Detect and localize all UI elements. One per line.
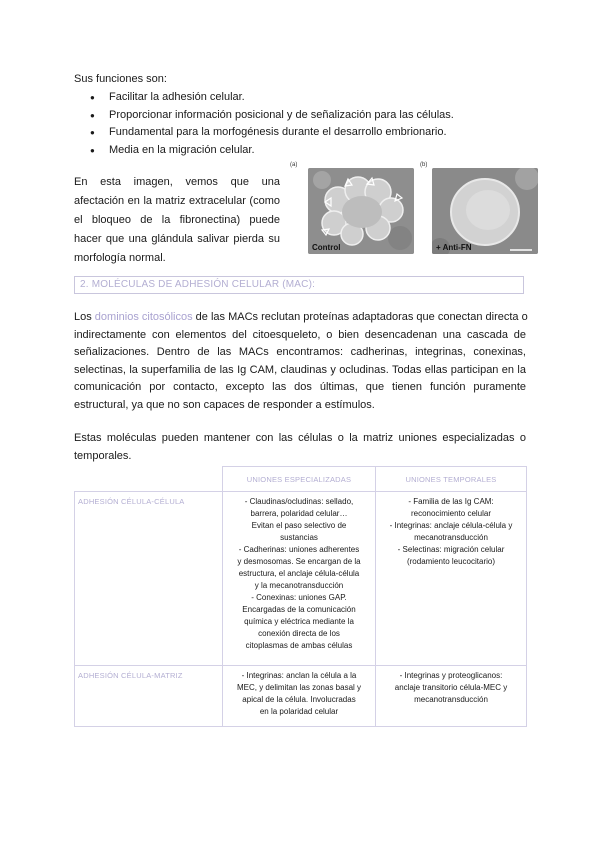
paragraph-line: el bloqueo de la fibronectina) puede	[74, 214, 280, 226]
paragraph-line: En esta imagen, vemos que una	[74, 176, 280, 188]
paragraph-line: señalizaciones. Dentro de las MACs encontramos: cadherinas, integrinas, conexinas,	[74, 346, 526, 358]
row-header: ADHESIÓN CÉLULA-CÉLULA	[75, 492, 223, 666]
row-header: ADHESIÓN CÉLULA-MATRIZ	[75, 666, 223, 727]
table-cell	[223, 666, 376, 727]
paragraph-line	[74, 309, 526, 327]
column-header: UNIONES ESPECIALIZADAS	[223, 467, 376, 492]
cell-line: apical de la célula. Involucradas	[242, 695, 356, 704]
list-item: ● Facilitar la adhesión celular.	[90, 89, 454, 107]
micrograph-anti-fn	[432, 168, 538, 254]
table-cell	[376, 492, 527, 666]
cell-line: mecanotransducción	[414, 695, 488, 704]
paragraph-line: Estas moléculas pueden mantener con las células o la matriz uniones especializadas o	[74, 432, 526, 444]
cell-line: - Familia de las Ig CAM:	[408, 497, 494, 506]
panel-a-label: Control	[312, 243, 341, 252]
cell-line: estructura, el anclaje célula-célula	[238, 569, 360, 578]
cell-line: conexión directa de los	[258, 629, 340, 638]
salivary-gland-figure	[288, 160, 530, 262]
cell-line: - Integrinas: anclan la célula a la	[241, 671, 357, 680]
paragraph-line: hacer que una glándula salivar pierda su	[74, 233, 280, 245]
cell-line: - Integrinas y proteoglicanos:	[399, 671, 503, 680]
unbranched-gland-image	[432, 168, 538, 254]
cell-line: citoplasmas de ambas células	[245, 641, 353, 650]
panel-b-letter: (b)	[420, 162, 428, 168]
cell-line: y desmosomas. Se encargan de la	[237, 557, 361, 566]
table-cell	[223, 492, 376, 666]
branched-gland-image	[308, 168, 414, 254]
text-run: de las MACs reclutan proteínas adaptadoras que conectan directa o	[192, 311, 528, 323]
list-item: ● Media en la migración celular.	[90, 142, 454, 160]
cell-line: reconocimiento celular	[410, 509, 492, 518]
adhesion-table	[74, 466, 527, 727]
cell-line: MEC, y delimitan las zonas basal y	[236, 683, 362, 692]
table-row	[75, 666, 527, 727]
cell-line: en la polaridad celular	[259, 707, 339, 716]
cell-line: química y eléctrica mediante la	[244, 617, 354, 626]
highlight-term: dominios citosólicos	[94, 311, 193, 323]
paragraph-line: indirectamente con elementos del citoesqueleto, o bien desencadenan una cascada de	[74, 328, 526, 341]
panel-b-label: + Anti-FN	[436, 243, 472, 252]
paragraph-line: afectación en la matriz extracelular (como	[74, 195, 280, 207]
image-description-paragraph	[74, 173, 280, 268]
cell-line: - Conexinas: uniones GAP.	[251, 593, 347, 602]
text-run: Los	[74, 311, 95, 323]
cell-line: - Integrinas: anclaje célula-célula y	[389, 521, 513, 530]
functions-list	[90, 89, 454, 159]
table-cell	[376, 666, 527, 727]
junctions-paragraph	[74, 430, 526, 465]
cell-line: - Cadherinas: uniones adherentes	[238, 545, 360, 554]
paragraph-line: temporales.	[74, 449, 132, 462]
functions-intro: Sus funciones son:	[74, 73, 167, 85]
paragraph-line: selectinas, la superfamilia de las Ig CAM, claudinas y ocludinas. Todas ellas participan en la	[74, 363, 526, 376]
table-corner	[75, 467, 223, 492]
table-header-row	[75, 467, 527, 492]
cell-line: barrera, polaridad celular…	[250, 509, 348, 518]
micrograph-control	[308, 168, 414, 254]
paragraph-line: estructural, ya que no son capaces de responder a estímulos.	[74, 398, 375, 411]
list-item: ● Proporcionar información posicional y de señalización para las células.	[90, 107, 454, 125]
paragraph-line: comunicación por contacto, excepto las dos últimas, que tienen función puramente	[74, 381, 526, 393]
cell-line: - Claudinas/ocludinas: sellado,	[244, 497, 354, 506]
cell-line: mecanotransducción	[414, 533, 488, 542]
table-row	[75, 492, 527, 666]
cell-line: (rodamiento leucocitario)	[406, 557, 496, 566]
cell-line: y la mecanotransducción	[254, 581, 344, 590]
cell-line: anclaje transitorio célula-MEC y	[394, 683, 508, 692]
cell-line: Encargadas de la comunicación	[242, 605, 356, 614]
cell-line: Evitan el paso selectivo de	[251, 521, 347, 530]
panel-a-letter: (a)	[290, 162, 298, 168]
section-heading: 2. MOLÉCULAS DE ADHESIÓN CELULAR (MAC):	[74, 276, 524, 294]
cell-line: sustancias	[280, 533, 318, 542]
paragraph-line: morfología normal.	[74, 252, 166, 264]
list-item: ● Fundamental para la morfogénesis durante el desarrollo embrionario.	[90, 124, 454, 142]
column-header: UNIONES TEMPORALES	[376, 467, 527, 492]
mac-paragraph	[74, 309, 526, 414]
cell-line: - Selectinas: migración celular	[397, 545, 505, 554]
